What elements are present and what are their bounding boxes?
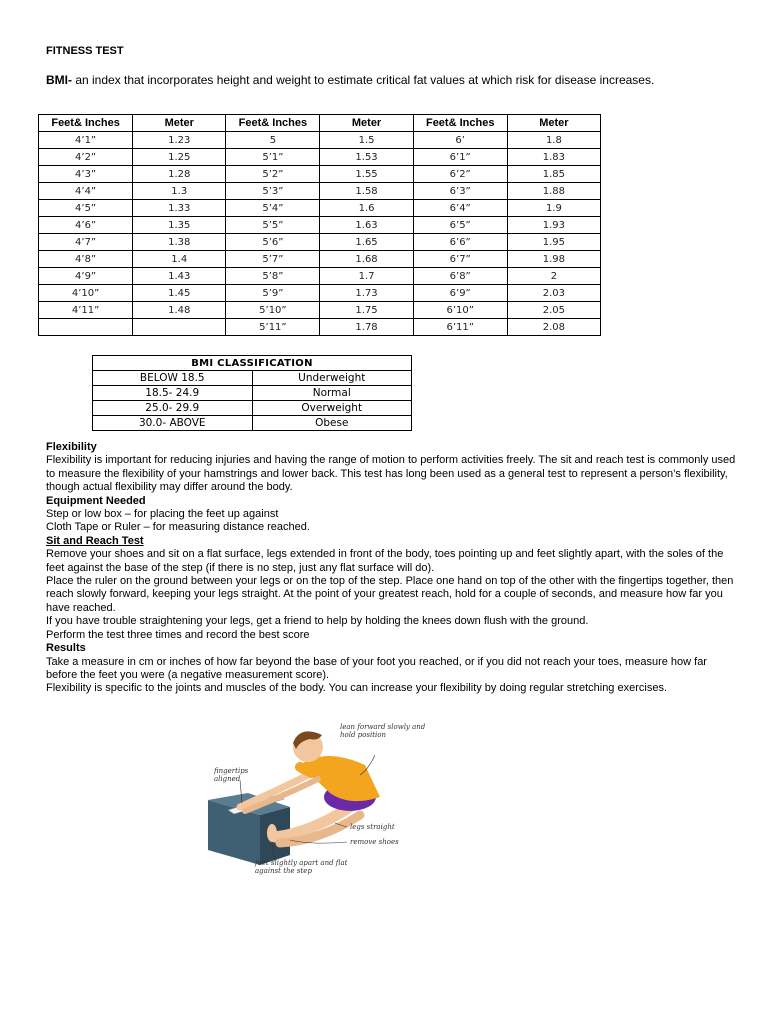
table-cell: 4’10”: [39, 285, 133, 302]
bmi-category-cell: Overweight: [252, 401, 412, 416]
table-cell: 1.8: [507, 132, 600, 149]
table-cell: 1.95: [507, 234, 600, 251]
paragraph: Perform the test three times and record the best score: [46, 628, 310, 641]
page-title: FITNESS TEST: [46, 45, 124, 57]
table-cell: 5’8”: [226, 268, 320, 285]
height-conversion-table: [38, 114, 601, 336]
table-row: [39, 149, 601, 166]
column-header: Feet& Inches: [39, 115, 133, 132]
table-cell: 5’10”: [226, 302, 320, 319]
table-cell: 1.55: [320, 166, 413, 183]
paragraph: Remove your shoes and sit on a flat surface, legs extended in front of the body, toes pointing up and feet slightly apart, with the soles of the feet against the base of the step (if there is no step, just any flat surface will do).: [46, 548, 724, 574]
table-cell: 1.33: [133, 200, 226, 217]
column-header: Meter: [507, 115, 600, 132]
table-cell: 5’1”: [226, 149, 320, 166]
label-lean-forward: lean forward slowly and hold position: [340, 723, 426, 739]
table-cell: 1.35: [133, 217, 226, 234]
table-cell: 4’6”: [39, 217, 133, 234]
table-cell: 6’5”: [413, 217, 507, 234]
table-cell: 1.88: [507, 183, 600, 200]
label-remove-shoes: remove shoes: [350, 838, 399, 846]
table-cell: [133, 319, 226, 336]
table-cell: 1.85: [507, 166, 600, 183]
table-cell: 1.45: [133, 285, 226, 302]
table-cell: 1.28: [133, 166, 226, 183]
table-cell: 1.3: [133, 183, 226, 200]
table-cell: 4’9”: [39, 268, 133, 285]
table-cell: 6’11”: [413, 319, 507, 336]
label-feet-apart: feet slightly apart and flat against the step: [255, 859, 348, 875]
table-cell: 4’1”: [39, 132, 133, 149]
table-row: [39, 166, 601, 183]
table-row: [39, 319, 601, 336]
table-cell: 1.73: [320, 285, 413, 302]
table-cell: 2.05: [507, 302, 600, 319]
table-cell: 1.65: [320, 234, 413, 251]
table-row: [39, 268, 601, 285]
table-row: [39, 183, 601, 200]
table-row: [93, 371, 412, 386]
bmi-category-cell: Underweight: [252, 371, 412, 386]
table-cell: 1.7: [320, 268, 413, 285]
section-heading: Results: [46, 642, 86, 655]
table-cell: 4’5”: [39, 200, 133, 217]
bmi-table-title: BMI CLASSIFICATION: [93, 356, 412, 371]
bmi-range-cell: 18.5- 24.9: [93, 386, 253, 401]
table-cell: 5’5”: [226, 217, 320, 234]
table-cell: 5’9”: [226, 285, 320, 302]
table-cell: 1.93: [507, 217, 600, 234]
table-row: [39, 251, 601, 268]
foot: [267, 824, 277, 842]
table-cell: 4’7”: [39, 234, 133, 251]
paragraph: Step or low box – for placing the feet up against: [46, 508, 279, 521]
section-heading: Sit and Reach Test: [46, 534, 144, 547]
flexibility-section: [46, 441, 736, 696]
table-cell: 5’4”: [226, 200, 320, 217]
table-cell: 6’9”: [413, 285, 507, 302]
sit-and-reach-illustration: [200, 715, 440, 885]
table-row: [39, 302, 601, 319]
table-row: [93, 416, 412, 431]
table-cell: 5’6”: [226, 234, 320, 251]
paragraph: Cloth Tape or Ruler – for measuring distance reached.: [46, 521, 310, 534]
table-row: [39, 234, 601, 251]
bmi-category-cell: Obese: [252, 416, 412, 431]
table-cell: 6’10”: [413, 302, 507, 319]
table-row: [39, 200, 601, 217]
table-cell: 2: [507, 268, 600, 285]
table-cell: 1.23: [133, 132, 226, 149]
paragraph: If you have trouble straightening your legs, get a friend to help by holding the knees down flush with the ground.: [46, 615, 589, 628]
table-cell: 2.03: [507, 285, 600, 302]
table-cell: 5’7”: [226, 251, 320, 268]
paragraph: Flexibility is important for reducing injuries and having the range of motion to perform activities freely. The sit and reach test is commonly used to measure the flexibility of your hamstrings and lower back. This test has long been used as a general test to represent a person’s flexibility, though actual flexibility may differ around the body.: [46, 454, 736, 494]
table-cell: 6’8”: [413, 268, 507, 285]
table-cell: 4’3”: [39, 166, 133, 183]
table-cell: 1.75: [320, 302, 413, 319]
table-cell: 1.38: [133, 234, 226, 251]
bmi-term: BMI-: [46, 73, 72, 87]
table-cell: 4’4”: [39, 183, 133, 200]
paragraph: Take a measure in cm or inches of how far beyond the base of your foot you reached, or if you did not reach your toes, measure how far before the feet you were (a negative measurement score).: [46, 655, 707, 681]
table-cell: 4’2”: [39, 149, 133, 166]
table-cell: 1.68: [320, 251, 413, 268]
table-cell: 1.83: [507, 149, 600, 166]
table-cell: 1.48: [133, 302, 226, 319]
bmi-definition: [46, 73, 654, 87]
table-cell: 5: [226, 132, 320, 149]
table-cell: 6’7”: [413, 251, 507, 268]
shirt: [300, 756, 380, 801]
table-cell: 1.98: [507, 251, 600, 268]
table-cell: 6’3”: [413, 183, 507, 200]
table-row: [39, 285, 601, 302]
table-cell: 1.6: [320, 200, 413, 217]
paragraph: Flexibility is specific to the joints and muscles of the body. You can increase your flexibility by doing regular stretching exercises.: [46, 682, 667, 695]
table-row: [39, 217, 601, 234]
label-legs-straight: legs straight: [350, 823, 395, 831]
bmi-classification-table: [92, 355, 412, 431]
table-cell: 6’: [413, 132, 507, 149]
table-cell: 5’3”: [226, 183, 320, 200]
table-cell: [39, 319, 133, 336]
table-header-row: [39, 115, 601, 132]
section-heading: Equipment Needed: [46, 494, 146, 507]
bmi-definition-text: an index that incorporates height and weight to estimate critical fat values at which risk for disease increases.: [72, 73, 655, 87]
section-heading: Flexibility: [46, 441, 97, 453]
table-cell: 1.4: [133, 251, 226, 268]
table-cell: 1.5: [320, 132, 413, 149]
table-cell: 6’4”: [413, 200, 507, 217]
column-header: Meter: [133, 115, 226, 132]
table-cell: 1.78: [320, 319, 413, 336]
column-header: Feet& Inches: [413, 115, 507, 132]
column-header: Feet& Inches: [226, 115, 320, 132]
bmi-range-cell: 25.0- 29.9: [93, 401, 253, 416]
table-cell: 6’1”: [413, 149, 507, 166]
table-cell: 1.25: [133, 149, 226, 166]
bmi-category-cell: Normal: [252, 386, 412, 401]
table-cell: 1.63: [320, 217, 413, 234]
column-header: Meter: [320, 115, 413, 132]
table-header-row: [93, 356, 412, 371]
table-cell: 2.08: [507, 319, 600, 336]
table-cell: 1.53: [320, 149, 413, 166]
table-cell: 6’6”: [413, 234, 507, 251]
table-cell: 1.43: [133, 268, 226, 285]
table-cell: 4’11”: [39, 302, 133, 319]
paragraph: Place the ruler on the ground between your legs or on the top of the step. Place one hand on top of the other with the fingertips together, then reach slowly forward, keeping your legs straight. At the point of your greatest reach, hold for a couple of seconds, and measure how far you have reached.: [46, 575, 734, 614]
bmi-range-cell: BELOW 18.5: [93, 371, 253, 386]
table-row: [39, 132, 601, 149]
sleeve: [300, 767, 312, 773]
table-cell: 1.9: [507, 200, 600, 217]
table-row: [93, 401, 412, 416]
table-cell: 5’2”: [226, 166, 320, 183]
table-cell: 4’8”: [39, 251, 133, 268]
table-cell: 5’11”: [226, 319, 320, 336]
bmi-range-cell: 30.0- ABOVE: [93, 416, 253, 431]
table-cell: 1.58: [320, 183, 413, 200]
table-row: [93, 386, 412, 401]
label-fingertips: fingertips aligned: [214, 767, 249, 783]
table-cell: 6’2”: [413, 166, 507, 183]
